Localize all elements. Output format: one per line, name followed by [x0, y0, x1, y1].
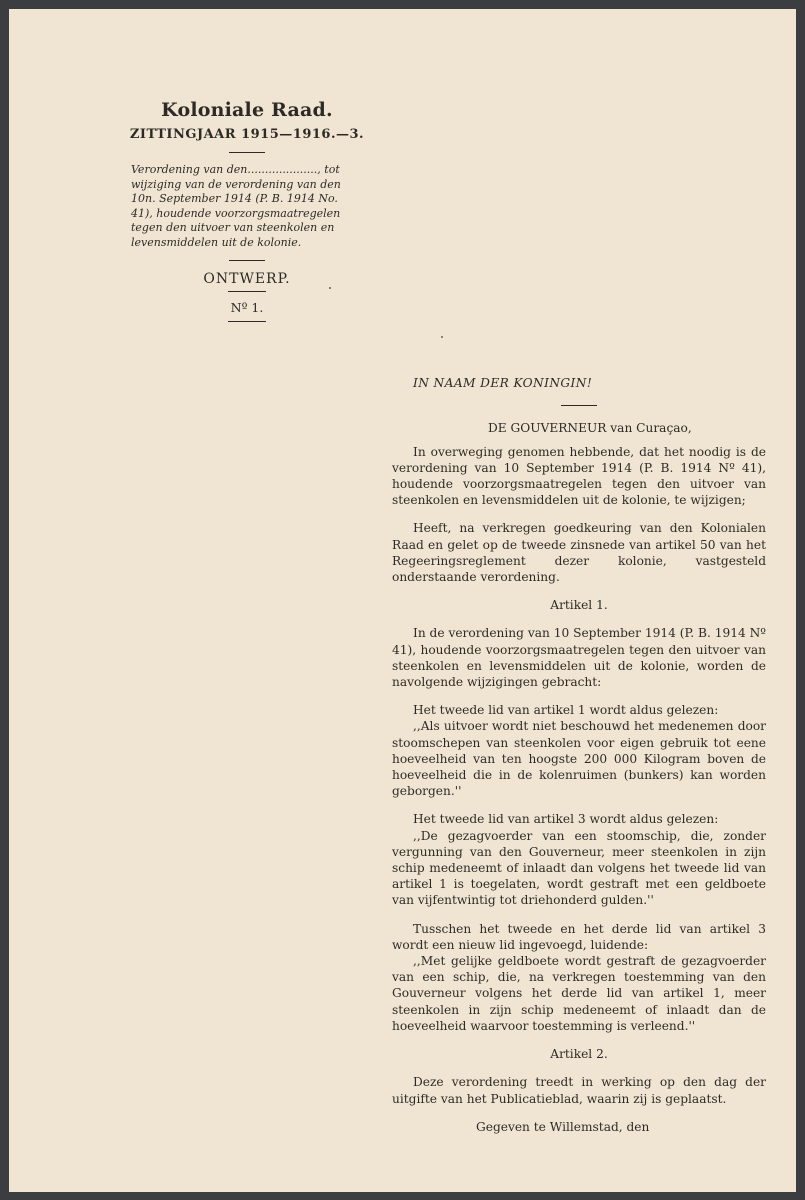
draft-label: ONTWERP. — [203, 271, 291, 288]
change-3-text: ,,Met gelijke geldboete wordt gestraft de gezagvoerder van een schip, die, na verkregen toestemming van den Gouverneur volgens het derde lid van artikel 1, meer steenkolen in zijn schip medeneemt of inlaadt dan de hoeveelheid waarvoor toestemming is verleend.'' — [392, 954, 766, 1033]
approval-paragraph: Heeft, na verkregen goedkeuring van den Kolonialen Raad en gelet op de tweede zinsnede van artikel 50 van het Regeeringsreglement dezer kolonie, vastgesteld onderstaande verordening. — [392, 521, 766, 585]
article-1-intro: In de verordening van 10 September 1914 (P. B. 1914 Nº 41), houdende voorzorgsmaatregelen tegen den uitvoer van steenkolen en levensmiddelen uit de kolonie, worden de navolgende wijzigingen gebracht: — [392, 626, 766, 690]
change-1-intro: Het tweede lid van artikel 1 wordt aldus gelezen: — [413, 703, 719, 718]
page-title: Koloniale Raad. — [161, 99, 333, 121]
change-2-intro: Het tweede lid van artikel 3 wordt aldus gelezen: — [413, 812, 719, 827]
divider — [228, 291, 266, 292]
article-2-title: Artikel 2. — [550, 1047, 608, 1062]
change-1-text: ,,Als uitvoer wordt niet beschouwd het medenemen door stoomschepen van steenkolen voor eigen gebruik tot eene hoeveelheid van ten hoogste 200 000 Kilogram boven de hoeveelheid die in de kolenruimen (bunkers) kan worden geborgen.'' — [392, 719, 766, 799]
divider — [229, 260, 265, 261]
session-year: ZITTINGJAAR 1915—1916.—3. — [129, 127, 365, 142]
divider — [228, 321, 266, 322]
invocation: IN NAAM DER KONINGIN! — [413, 376, 593, 390]
change-2-text: ,,De gezagvoerder van een stoomschip, die, zonder vergunning van den Gouverneur, meer steenkolen in zijn schip medeneemt of inlaadt dan volgens het tweede lid van artikel 1 is toegelaten, wordt gestraft met een geldboete van vijfentwintig tot driehonderd gulden.'' — [392, 828, 766, 908]
draft-number: Nº 1. — [230, 300, 264, 316]
divider — [561, 405, 597, 406]
document-page — [9, 9, 796, 1192]
ordinance-description: Verordening van den...................., tot wijziging van de verordening van den 10n. September 1914 (P. B. 1914 No. 41), houdende voorzorgsmaatregelen tegen den uitvoer van steenkolen en levensmiddelen uit de kolonie. — [131, 163, 341, 249]
considering-paragraph: In overweging genomen hebbende, dat het noodig is de verordening van 10 September 1914 (P. B. 1914 Nº 41), houdende voorzorgsmaatregelen tegen den uitvoer van steenkolen en levensmiddelen uit de kolonie, te wijzigen; — [392, 444, 766, 508]
paper-speck — [441, 336, 443, 338]
article-2-text: Deze verordening treedt in werking op den dag der uitgifte van het Publicatieblad, waarin zij is geplaatst. — [392, 1075, 766, 1106]
governor-line: DE GOUVERNEUR van Curaçao, — [488, 421, 692, 436]
divider — [229, 152, 265, 153]
paper-speck — [329, 287, 331, 289]
header-block — [127, 99, 367, 328]
article-1-title: Artikel 1. — [550, 598, 608, 613]
closing-line: Gegeven te Willemstad, den — [476, 1119, 650, 1134]
ordinance-body — [392, 369, 766, 1135]
change-3-intro: Tusschen het tweede en het derde lid van artikel 3 wordt een nieuw lid ingevoegd, luidende: — [392, 921, 766, 952]
